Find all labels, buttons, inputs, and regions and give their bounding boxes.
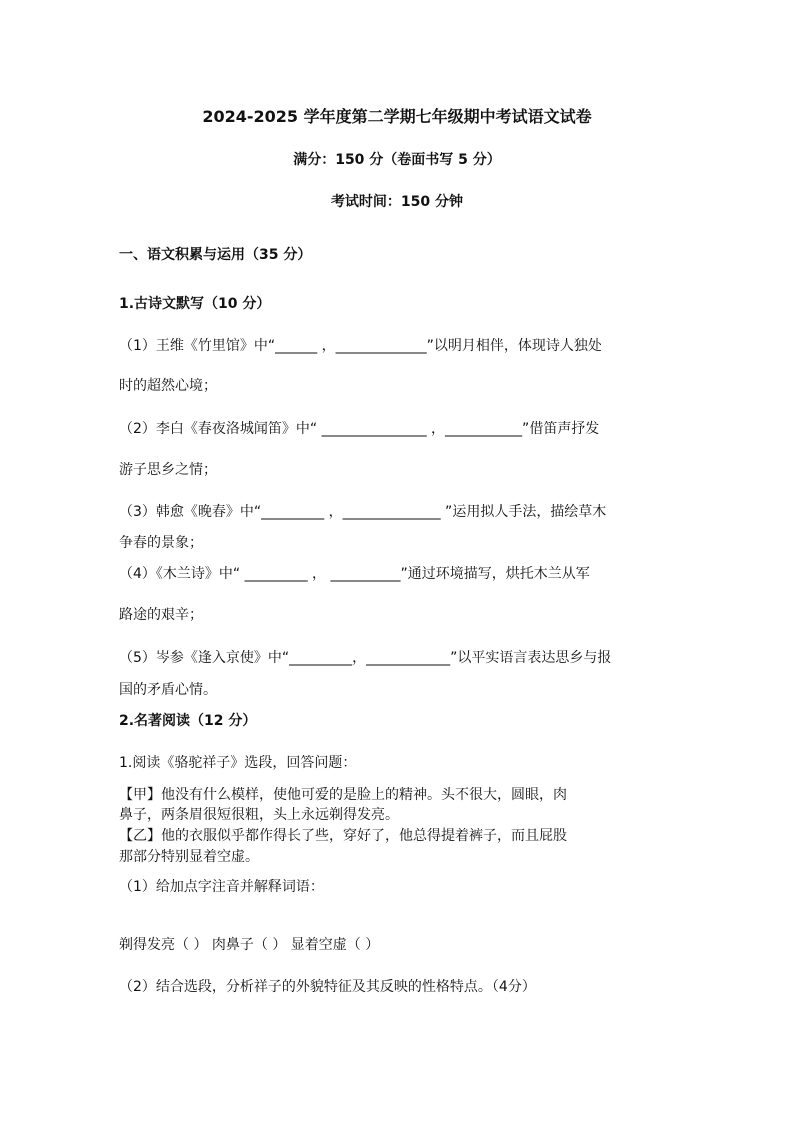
question-2-heading: 2.名著阅读（12 分） xyxy=(119,713,257,729)
passage-jia-line-2: 鼻子，两条眉很短很粗，头上永远剃得发亮。 xyxy=(119,807,399,823)
question-1-heading: 1.古诗文默写（10 分） xyxy=(119,296,271,312)
item-4-line-1: （4）《木兰诗》中“ _________ ， __________”通过环境描写，烘托木兰从军 xyxy=(119,566,590,582)
exam-time-line: 考试时间：150 分钟 xyxy=(330,194,464,210)
item-2-line-1: （2）李白《春夜洛城闻笛》中“ _______________ ，___________”借笛声抒发 xyxy=(119,421,600,437)
exam-title: 2024-2025 学年度第二学期七年级期中考试语文试卷 xyxy=(202,107,592,126)
full-score-line: 满分：150 分（卷面书写 5 分） xyxy=(293,152,501,168)
item-5-line-2: 国的矛盾心情。 xyxy=(119,682,217,698)
item-4-line-2: 路途的艰辛； xyxy=(119,607,203,623)
item-5-line-1: （5）岑参《逢入京使》中“_________，____________”以平实语言表达思乡与报 xyxy=(119,650,612,666)
item-3-line-2: 争春的景象； xyxy=(119,535,203,551)
passage-yi-line-1: 【乙】他的衣服似乎都作得长了些，穿好了，他总得提着裤子，而且屁股 xyxy=(119,828,567,844)
sub-question-1: （1）给加点字注音并解释词语： xyxy=(119,879,324,895)
reading-intro: 1.阅读《骆驼祥子》选段，回答问题： xyxy=(119,755,357,771)
section-heading: 一、语文积累与运用（35 分） xyxy=(119,247,312,263)
passage-yi-line-2: 那部分特别显着空虚。 xyxy=(119,849,259,865)
passage-jia-line-1: 【甲】他没有什么模样，使他可爱的是脸上的精神。头不很大，圆眼，肉 xyxy=(119,787,567,803)
item-3-line-1: （3）韩愈《晚春》中“_________ ，______________ ”运用拟人手法，描绘草木 xyxy=(119,504,607,520)
sub-question-2: （2）结合选段，分析祥子的外貌特征及其反映的性格特点。（4分） xyxy=(119,979,536,995)
item-1-line-2: 时的超然心境； xyxy=(119,378,217,394)
item-2-line-2: 游子思乡之情； xyxy=(119,462,217,478)
item-1-line-1: （1）王维《竹里馆》中“______ ，_____________”以明月相伴，体现诗人独处 xyxy=(119,338,602,354)
word-blanks: 剃得发亮（ ） 肉鼻子（ ） 显着空虚（ ） xyxy=(119,937,380,953)
